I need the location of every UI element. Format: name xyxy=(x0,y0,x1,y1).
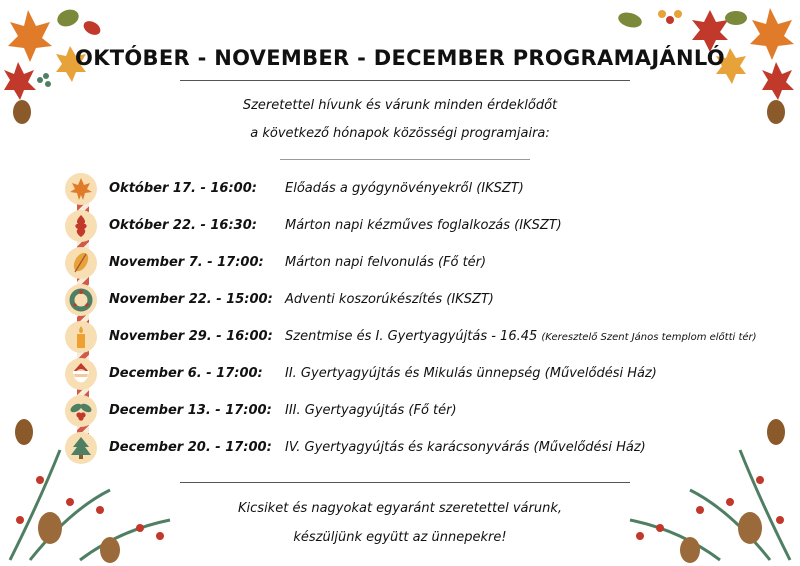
event-row xyxy=(65,358,785,392)
leaf-icon xyxy=(65,247,97,279)
event-description xyxy=(285,181,524,196)
event-row xyxy=(65,432,785,466)
maple-leaf-icon xyxy=(65,173,97,205)
event-row xyxy=(65,173,785,207)
event-text: Márton napi felvonulás (Fő tér) xyxy=(285,255,487,270)
event-date: Október 22. - 16:30: xyxy=(109,218,257,233)
event-description xyxy=(285,440,646,455)
event-row xyxy=(65,210,785,244)
event-date: December 6. - 17:00: xyxy=(109,366,263,381)
event-description xyxy=(285,403,457,418)
event-description xyxy=(285,366,657,381)
event-text: IV. Gyertyagyújtás és karácsonyvárás (Művelődési Ház) xyxy=(285,440,646,455)
event-date: December 20. - 17:00: xyxy=(109,440,272,455)
intro-divider xyxy=(280,159,530,160)
oak-leaf-icon xyxy=(65,210,97,242)
event-text: III. Gyertyagyújtás (Fő tér) xyxy=(285,403,457,418)
event-text: Adventi koszorúkészítés (IKSZT) xyxy=(285,292,494,307)
intro-line-2: a következő hónapok közösségi programjaira: xyxy=(250,126,550,141)
event-description xyxy=(285,218,562,233)
event-date: Október 17. - 16:00: xyxy=(109,181,257,196)
event-text: Szentmise és I. Gyertyagyújtás - 16.45 xyxy=(285,329,542,344)
event-row xyxy=(65,395,785,429)
event-date: November 29. - 16:00: xyxy=(109,329,273,344)
intro-line-1: Szeretettel hívunk és várunk minden érdeklődőt xyxy=(242,98,558,113)
event-text: Márton napi kézműves foglalkozás (IKSZT) xyxy=(285,218,562,233)
outro-line-1: Kicsiket és nagyokat egyaránt szeretettel várunk, xyxy=(238,501,562,516)
event-row xyxy=(65,284,785,318)
event-description xyxy=(285,329,757,344)
event-date: November 7. - 17:00: xyxy=(109,255,264,270)
event-date: December 13. - 17:00: xyxy=(109,403,272,418)
event-description xyxy=(285,292,494,307)
event-text: Előadás a gyógynövényekről (IKSZT) xyxy=(285,181,524,196)
holly-icon xyxy=(65,395,97,427)
event-row xyxy=(65,321,785,355)
outro-divider xyxy=(180,482,630,483)
event-note: (Keresztelő Szent János templom előtti tér) xyxy=(541,332,757,343)
outro-line-2: készüljünk együtt az ünnepekre! xyxy=(293,530,507,545)
event-text: II. Gyertyagyújtás és Mikulás ünnepség (Művelődési Ház) xyxy=(285,366,657,381)
title-divider xyxy=(180,80,630,81)
event-date: November 22. - 15:00: xyxy=(109,292,273,307)
candle-icon xyxy=(65,321,97,353)
event-description xyxy=(285,255,486,270)
event-row xyxy=(65,247,785,281)
santa-icon xyxy=(65,358,97,390)
wreath-icon xyxy=(65,284,97,316)
christmas-tree-icon xyxy=(65,432,97,464)
page-title: OKTÓBER - NOVEMBER - DECEMBER PROGRAMAJÁNLÓ xyxy=(75,46,725,70)
